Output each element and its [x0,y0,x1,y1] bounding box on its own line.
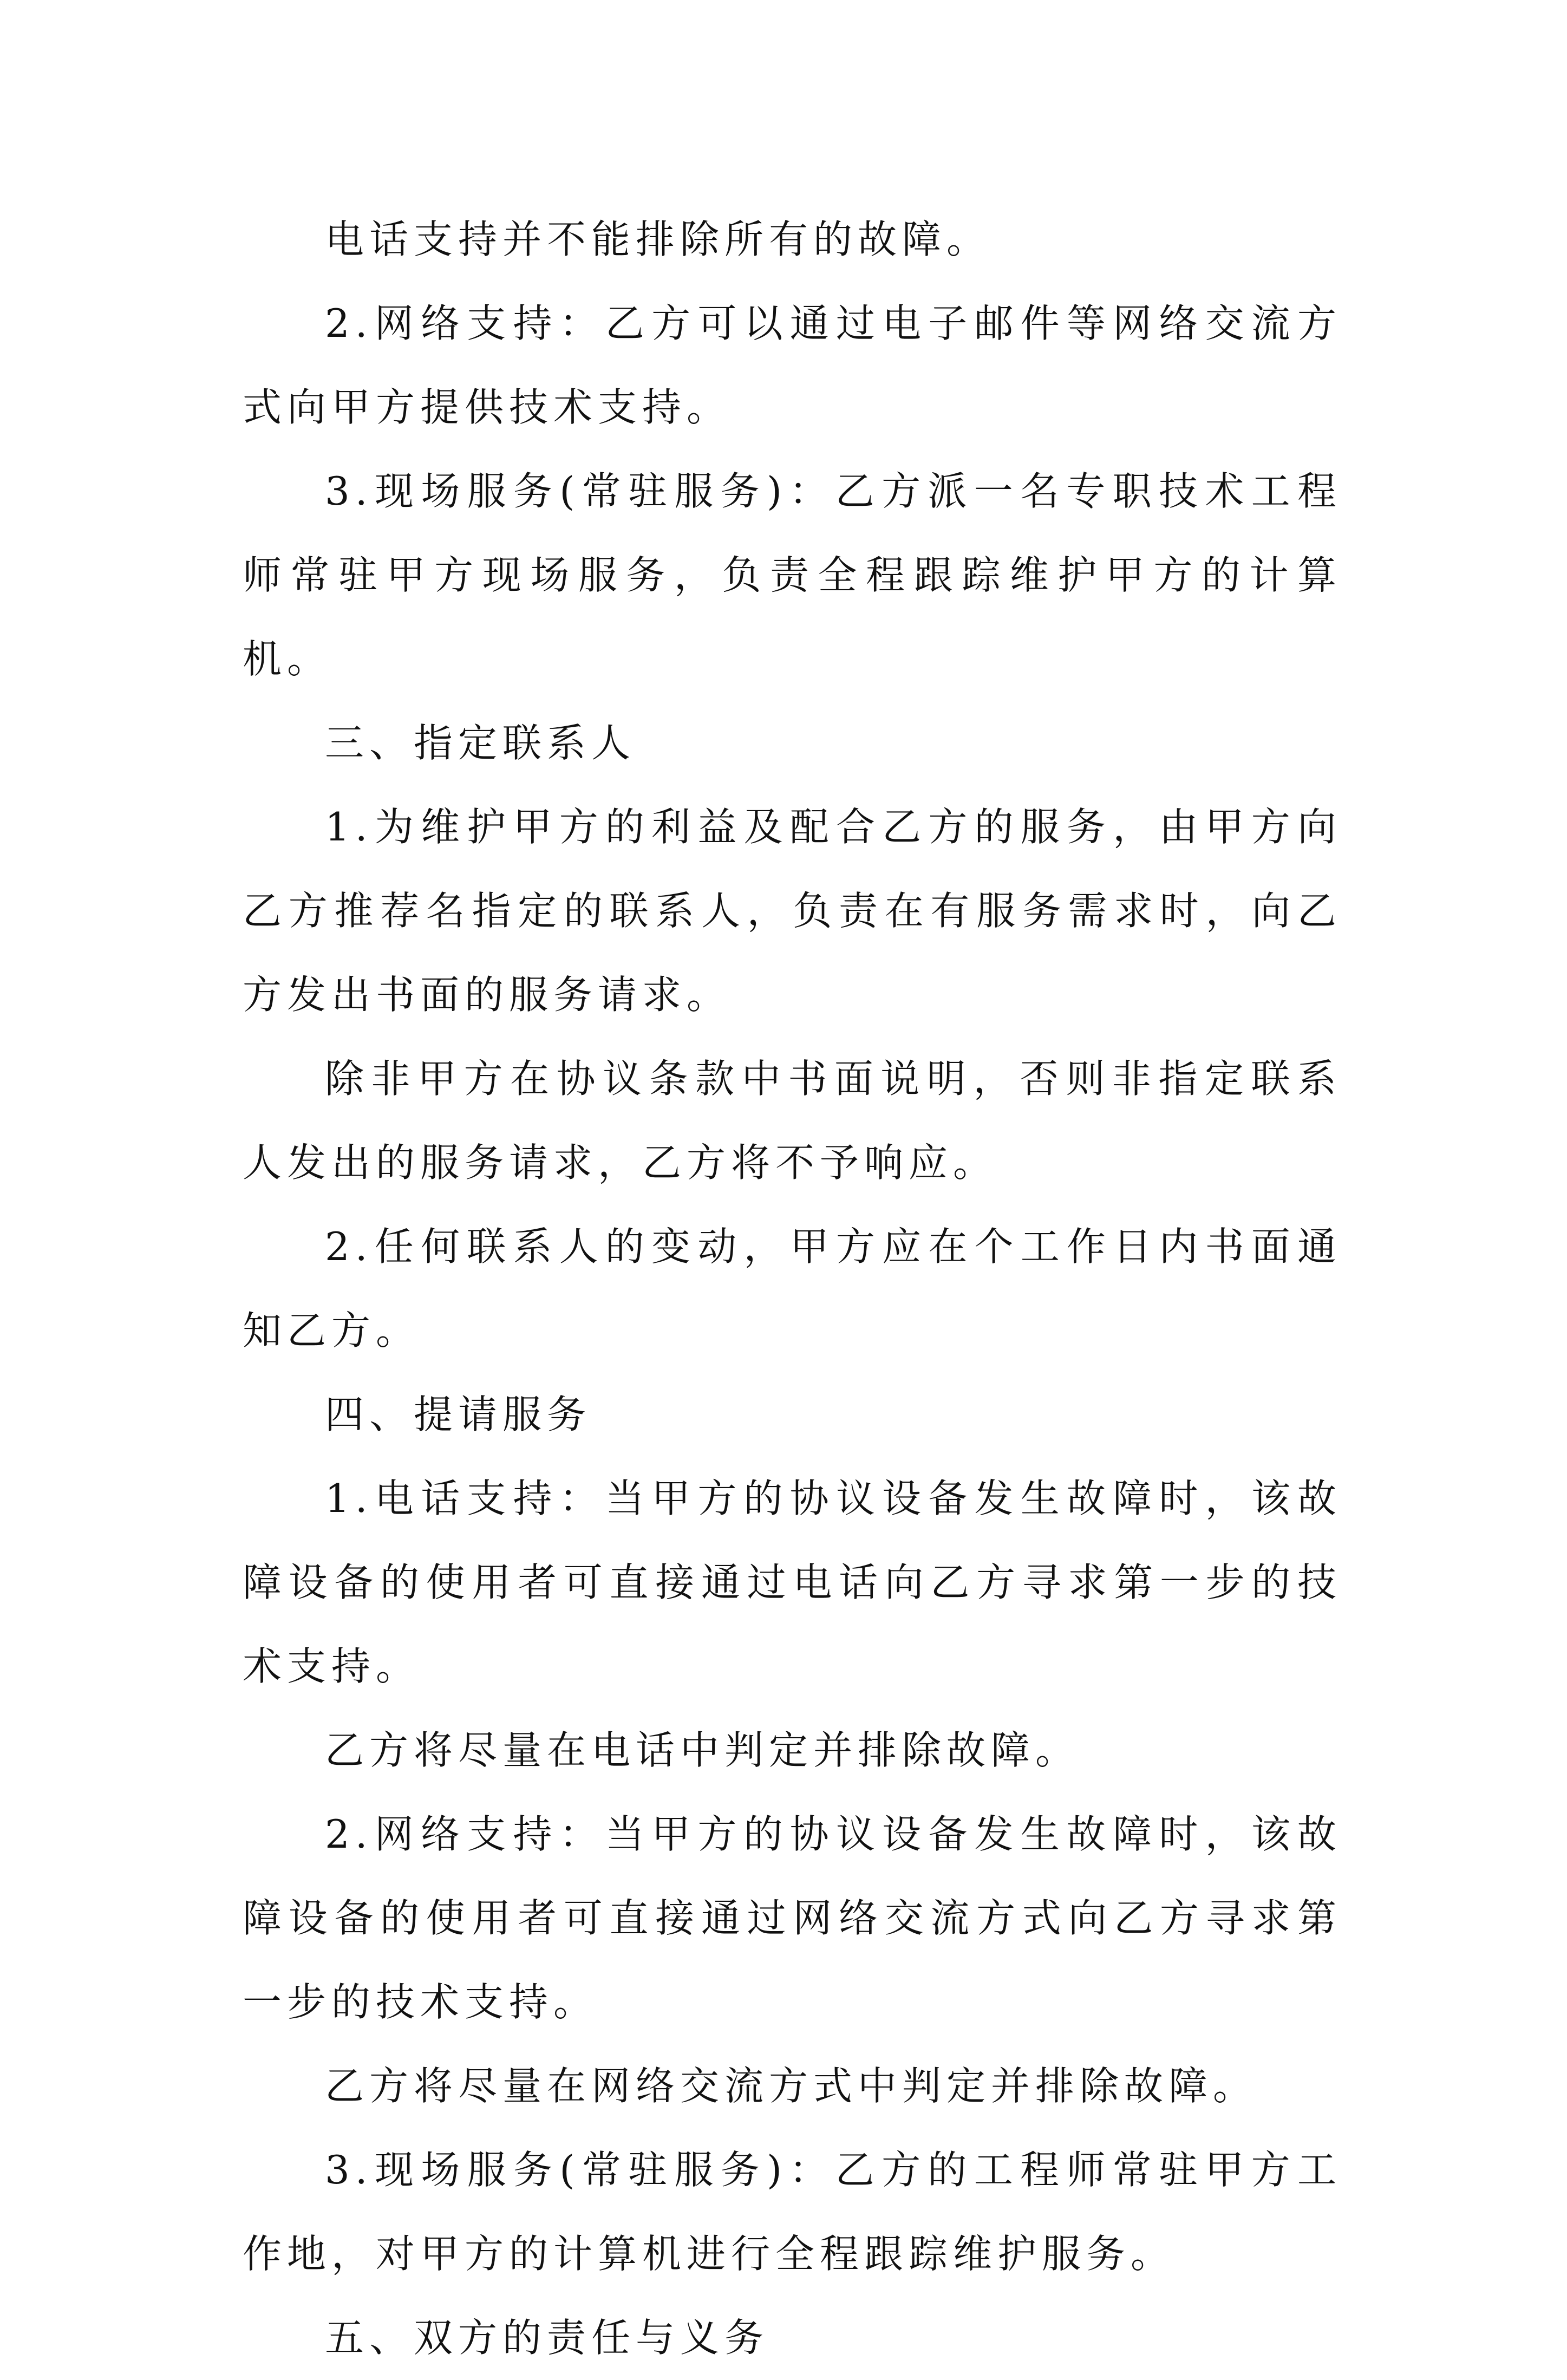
paragraph: 除非甲方在协议条款中书面说明，否则非指定联系人发出的服务请求，乙方将不予响应。 [243,1056,1342,1185]
section-heading-5: 五、双方的责任与义务 [325,2315,769,2361]
paragraph: 2.网络支持：当甲方的协议设备发生故障时，该故障设备的使用者可直接通过网络交流方式向乙方寻求第一步的技术支持。 [243,1811,1342,2025]
document-body [243,198,1342,2380]
paragraph: 乙方将尽量在电话中判定并排除故障。 [325,1727,1080,1773]
paragraph: 2.任何联系人的变动，甲方应在个工作日内书面通知乙方。 [243,1224,1342,1353]
paragraph: 电话支持并不能排除所有的故障。 [325,217,991,262]
paragraph: 3.现场服务(常驻服务)：乙方的工程师常驻甲方工作地，对甲方的计算机进行全程跟踪维护服务。 [243,2147,1342,2277]
paragraph: 1.为维护甲方的利益及配合乙方的服务，由甲方向乙方推荐名指定的联系人，负责在有服务需求时，向乙方发出书面的服务请求。 [243,804,1342,1018]
paragraph: 乙方将尽量在网络交流方式中判定并排除故障。 [325,2063,1258,2109]
section-heading-3: 三、指定联系人 [325,720,636,766]
section-heading-4: 四、提请服务 [325,1392,592,1437]
paragraph: 2.网络支持：乙方可以通过电子邮件等网络交流方式向甲方提供技术支持。 [243,301,1342,430]
paragraph: 3.现场服务(常驻服务)：乙方派一名专职技术工程师常驻甲方现场服务，负责全程跟踪维护甲方的计算机。 [243,468,1342,682]
paragraph: 1.电话支持：当甲方的协议设备发生故障时，该故障设备的使用者可直接通过电话向乙方寻求第一步的技术支持。 [243,1476,1342,1689]
